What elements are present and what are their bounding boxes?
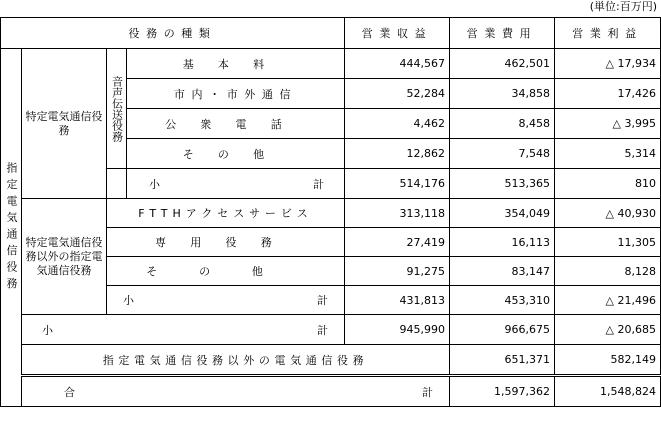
revenue-table <box>0 17 661 407</box>
revenue-cell: 12,862 <box>345 139 450 169</box>
table-row <box>1 345 661 376</box>
table-row <box>1 49 661 79</box>
row-label: 公衆電話 <box>127 109 345 139</box>
revenue-cell: 651,371 <box>450 345 555 376</box>
header-expense: 営業費用 <box>450 18 555 49</box>
expense-cell: 1,548,824 <box>555 376 661 407</box>
revenue-cell: 444,567 <box>345 49 450 79</box>
subtotal-left: 小 <box>123 294 134 307</box>
profit-cell: 11,305 <box>555 228 661 257</box>
table-row <box>1 199 661 228</box>
expense-cell: 513,365 <box>450 169 555 199</box>
expense-cell: 16,113 <box>450 228 555 257</box>
expense-cell: 582,149 <box>555 345 661 376</box>
row-label: 専用役務 <box>107 228 345 257</box>
revenue-cell: 27,419 <box>345 228 450 257</box>
other-sub-label: 特定電気通信役務以外の指定電気通信役務 <box>22 199 107 315</box>
profit-cell: 5,314 <box>555 139 661 169</box>
row-label: 市内・市外通信 <box>127 79 345 109</box>
subtotal-right: 計 <box>317 323 328 337</box>
expense-cell: 7,548 <box>450 139 555 169</box>
revenue-cell: 945,990 <box>345 315 450 345</box>
row-label: その他 <box>107 257 345 286</box>
profit-cell: △ 3,995 <box>555 109 661 139</box>
expense-cell: 462,501 <box>450 49 555 79</box>
header-revenue: 営業収益 <box>345 18 450 49</box>
header-row <box>1 18 661 49</box>
total-left: 合 <box>64 385 75 399</box>
expense-cell: 83,147 <box>450 257 555 286</box>
profit-cell: △ 17,934 <box>555 49 661 79</box>
subtotal-right: 計 <box>317 294 328 307</box>
row-label: その他 <box>127 139 345 169</box>
designated-group-label: 指定電気通信役務 <box>1 49 22 407</box>
revenue-cell: 52,284 <box>345 79 450 109</box>
expense-cell: 354,049 <box>450 199 555 228</box>
profit-cell: △ 21,496 <box>555 286 661 315</box>
total-right: 計 <box>422 385 433 399</box>
expense-cell: 966,675 <box>450 315 555 345</box>
revenue-cell: 1,597,362 <box>450 376 555 407</box>
subtotal-left: 小 <box>149 177 160 191</box>
subtotal-right: 計 <box>313 177 324 191</box>
expense-cell: 453,310 <box>450 286 555 315</box>
row-label: 指定電気通信役務以外の電気通信役務 <box>22 345 450 376</box>
subtotal-row <box>1 315 661 345</box>
revenue-cell: 91,275 <box>345 257 450 286</box>
revenue-cell: 4,462 <box>345 109 450 139</box>
profit-cell: △ 20,685 <box>555 315 661 345</box>
subtotal-left: 小 <box>42 323 53 337</box>
voice-label: 音声伝送役務 <box>107 49 127 169</box>
profit-cell: △ 40,930 <box>555 199 661 228</box>
profit-cell: 17,426 <box>555 79 661 109</box>
total-row <box>1 376 661 407</box>
header-profit: 営業利益 <box>555 18 661 49</box>
unit-label: (単位:百万円) <box>589 0 657 13</box>
expense-cell: 34,858 <box>450 79 555 109</box>
expense-cell: 8,458 <box>450 109 555 139</box>
header-category: 役務の種類 <box>1 18 345 49</box>
row-label: 基本料 <box>127 49 345 79</box>
designated-sub-label: 特定電気通信役務 <box>22 49 107 199</box>
revenue-cell: 431,813 <box>345 286 450 315</box>
profit-cell: 8,128 <box>555 257 661 286</box>
row-label: FTTHアクセスサービス <box>107 199 345 228</box>
profit-cell: 810 <box>555 169 661 199</box>
revenue-cell: 514,176 <box>345 169 450 199</box>
revenue-cell: 313,118 <box>345 199 450 228</box>
